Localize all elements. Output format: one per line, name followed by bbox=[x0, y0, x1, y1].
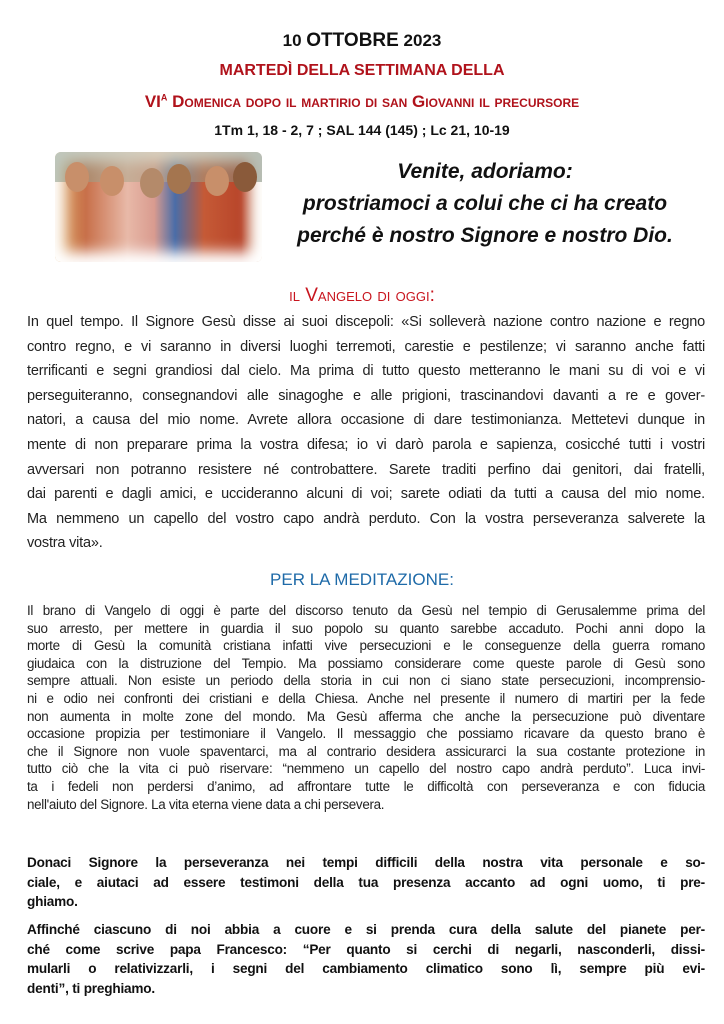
figure-head bbox=[167, 164, 191, 194]
text-line: natori, a causa del mio nome. Avrete allora occasione di dare testimonianza. Mettetevi dunque in bbox=[27, 412, 705, 429]
text-line: tutto ciò che la vita ci può riservare: “nemmeno un capello del nostro capo andrà perduto”. Luca invi- bbox=[27, 761, 705, 777]
date-heading bbox=[0, 30, 724, 52]
text-line: Ma nemmeno un capello del vostro capo andrà perduto. Con la vostra perseveranza salverete la bbox=[27, 510, 705, 527]
antiphon-line: prostriamoci a colui che ci ha creato bbox=[302, 192, 668, 215]
text-line: dai parenti e dagli amici, e uccideranno alcuni di voi; sarete odiati da tutti a causa del mio nome. bbox=[27, 486, 705, 503]
text-line: mente di non preparare prima la vostra difesa; io vi darò parola e sapienza, cosicché tutti i vostri bbox=[27, 436, 705, 453]
meditation-text bbox=[27, 602, 705, 813]
text-line: Il brano di Vangelo di oggi è parte del discorso tenuto da Gesù nel tempio di Gerusalemme prima del bbox=[27, 603, 705, 618]
fresco-image bbox=[55, 152, 262, 262]
text-line: perseguiteranno, consegnandovi alle sinagoghe e alle prigioni, trascinandovi davanti a re e gover- bbox=[27, 387, 705, 404]
text-line: avversari non potranno resistere né controbattere. Sarete traditi perfino dai genitori, dai fratelli, bbox=[27, 461, 705, 478]
text-line: terrificanti e segni grandiosi dal cielo. Ma prima di tutto questo metteranno le mani su di voi e vi bbox=[27, 363, 705, 380]
figure-head bbox=[100, 166, 124, 196]
text-line: nell'aiuto del Signore. La vita eterna viene data a chi persevera. bbox=[27, 796, 385, 812]
gospel-text bbox=[27, 310, 705, 556]
text-line: vostra vita». bbox=[27, 535, 103, 552]
readings-references: 1Tm 1, 18 - 2, 7 ; SAL 144 (145) ; Lc 21, 10-19 bbox=[214, 122, 510, 138]
meditation-heading: PER LA MEDITAZIONE: bbox=[270, 570, 454, 589]
prayer-2 bbox=[27, 920, 705, 998]
antiphon-line: Venite, adoriamo: bbox=[397, 160, 573, 183]
week-name: Domenica dopo il martirio di san Giovanni il precursore bbox=[167, 92, 580, 111]
figure-head bbox=[233, 162, 257, 192]
antiphon-line: perché è nostro Signore e nostro Dio. bbox=[297, 224, 673, 247]
text-line: Affinché ciascuno di noi abbia a cuore e si prenda cura della salute del pianete per- bbox=[27, 922, 705, 937]
date-year: 2023 bbox=[403, 31, 442, 50]
liturgical-week bbox=[0, 92, 724, 112]
text-line: In quel tempo. Il Signore Gesù disse ai suoi discepoli: «Si solleverà nazione contro nazione e regno bbox=[27, 314, 705, 330]
text-line: morte di Gesù la comunità cristiana infatti vive persecuzioni e le conseguenze della guerra romano bbox=[27, 638, 705, 654]
text-line: che il Signore non vuole spaventarci, ma al contrario desidera assicurarci la sua costante protezione in bbox=[27, 743, 705, 759]
gospel-heading: il Vangelo di oggi: bbox=[289, 285, 435, 306]
date-day: 10 bbox=[282, 31, 302, 50]
text-line: sempre attuali. Non esiste un periodo della storia in cui non ci siano state persecuzioni, incomprensio- bbox=[27, 673, 705, 689]
text-line: denti”, ti preghiamo. bbox=[27, 980, 155, 996]
text-line: ghiamo. bbox=[27, 894, 78, 909]
figure-head bbox=[65, 162, 89, 192]
text-line: Donaci Signore la perseveranza nei tempi difficili della nostra vita personale e so- bbox=[27, 855, 705, 870]
date-month: OTTOBRE bbox=[306, 30, 399, 51]
text-line: ni e odio nei confronti dei cristiani e della Chiesa. Anche nel presente il numero di martiri per la fede bbox=[27, 690, 705, 706]
text-line: suo arresto, per mettere in guardia il suo popolo su quanto sarebbe accaduto. Pochi anni dopo la bbox=[27, 620, 705, 636]
text-line: contro regno, e vi saranno in diversi luoghi terremoti, carestie e pestilenze; vi saranno anche fatti bbox=[27, 338, 705, 355]
figure-head bbox=[140, 168, 164, 198]
text-line: ciale, e aiutaci ad essere testimoni della tua presenza accanto ad ogni uomo, ti pre- bbox=[27, 874, 705, 890]
liturgical-day: MARTEDÌ DELLA SETTIMANA DELLA bbox=[219, 62, 505, 79]
text-line: mularli o relativizzarli, i segni del cambiamento climatico sono lì, sempre più evi- bbox=[27, 961, 705, 976]
figure-head bbox=[205, 166, 229, 196]
text-line: giudaica con la distruzione del Tempio. Ma possiamo considerare come queste parole di Gesù sono bbox=[27, 655, 705, 671]
ordinal-sup: A bbox=[160, 92, 168, 103]
text-line: ché come scrive papa Francesco: “Per quanto si cerchi di negarli, nasconderli, dissi- bbox=[27, 941, 705, 957]
text-line: non aumenta in molte zone del mondo. Ma Gesù afferma che anche la persecuzione può diventare bbox=[27, 708, 705, 724]
text-line: occasione propizia per testimoniare il Vangelo. Il messaggio che possiamo ricavare da questo brano è bbox=[27, 726, 705, 742]
text-line: ta i fedeli non perdersi d’animo, ad affrontare tutte le difficoltà con perseveranza e con fiducia bbox=[27, 778, 705, 794]
roman-numeral: VI bbox=[144, 92, 161, 111]
prayer-1 bbox=[27, 853, 705, 912]
